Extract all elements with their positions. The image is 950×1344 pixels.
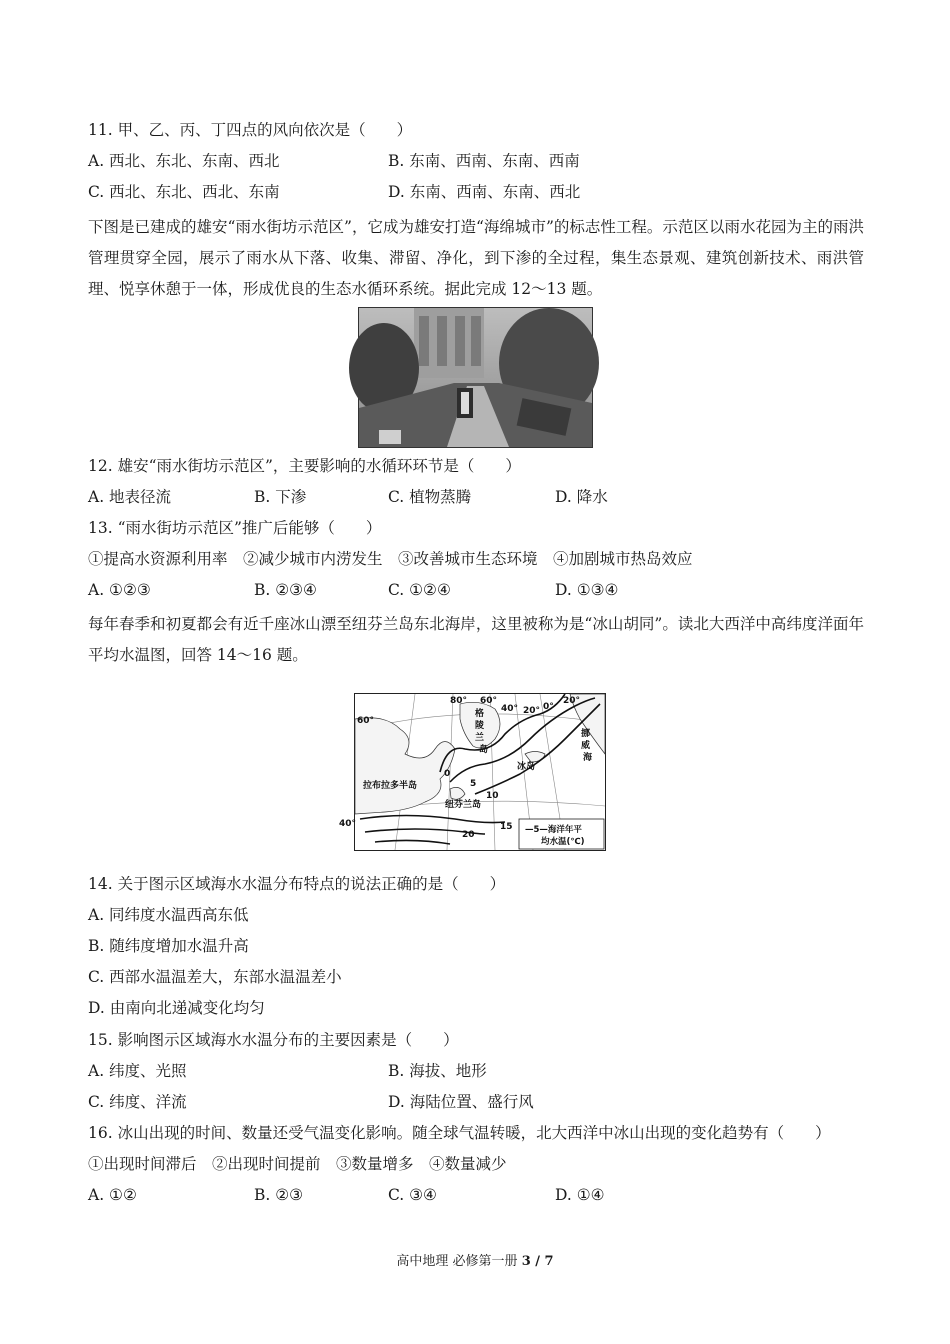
- q15-option-c: C. 纬度、洋流: [88, 1093, 187, 1111]
- q14-option-b: B. 随纬度增加水温升高: [88, 937, 249, 955]
- place-norway-1: 挪: [581, 729, 591, 739]
- q14-option-c: C. 西部水温温差大，东部水温温差小: [88, 968, 342, 986]
- map-legend-line-1: —5—海洋年平: [525, 825, 582, 835]
- footer-label: 高中地理 必修第一册: [396, 1254, 518, 1269]
- q11-option-c: C. 西北、东北、西北、东南: [88, 183, 280, 201]
- page-footer: [0, 1250, 950, 1269]
- q12-option-c: C. 植物蒸腾: [388, 488, 472, 506]
- isotherm-label-15: 15: [500, 822, 513, 832]
- q13-stem: 13. “雨水街坊示范区”推广后能够（ ）: [88, 519, 382, 537]
- q12-stem: 12. 雄安“雨水街坊示范区”，主要影响的水循环环节是（ ）: [88, 457, 521, 475]
- q16-option-a: A. ①②: [88, 1186, 137, 1204]
- rain-garden-photo: [358, 307, 593, 448]
- lon-label-60: 60°: [480, 696, 498, 706]
- q12-option-a: A. 地表径流: [88, 488, 172, 506]
- q15-option-b: B. 海拔、地形: [388, 1062, 487, 1080]
- isotherm-label-10: 10: [486, 791, 499, 801]
- q13-option-b: B. ②③④: [254, 581, 317, 599]
- q11-option-b: B. 东南、西南、东南、西南: [388, 152, 580, 170]
- north-atlantic-sst-map: [339, 693, 606, 851]
- q13-option-d: D. ①③④: [555, 581, 619, 599]
- lon-label-20e: 20°: [563, 696, 581, 706]
- isotherm-label-0: 0: [444, 769, 451, 779]
- q15-option-a: A. 纬度、光照: [88, 1062, 187, 1080]
- q13-option-c: C. ①②④: [388, 581, 451, 599]
- q14-stem: 14. 关于图示区域海水水温分布特点的说法正确的是（ ）: [88, 875, 506, 893]
- intro-paragraph-rain: 下图是已建成的雄安“雨水街坊示范区”，它成为雄安打造“海绵城市”的标志性工程。示范区以雨水花园为主的雨洪管理贯穿全园，展示了雨水从下落、收集、滞留、净化，到下渗的全过程，集生态景观、建筑创新技术、雨洪管理、悦享休憩于一体，形成优良的生态水循环系统。据此完成 12～13 题。: [88, 218, 864, 298]
- place-norway-2: 威: [581, 741, 591, 751]
- q14-option-a: A. 同纬度水温西高东低: [88, 906, 249, 924]
- lat-label-40: 40°: [339, 819, 357, 829]
- q15-option-d: D. 海陆位置、盛行风: [388, 1093, 534, 1111]
- place-newfoundland: 纽芬兰岛: [445, 800, 482, 810]
- place-greenland-4: 岛: [479, 745, 489, 755]
- q13-items: ①提高水资源利用率 ②减少城市内涝发生 ③改善城市生态环境 ④加剧城市热岛效应: [88, 550, 693, 568]
- sst-map-svg: [339, 694, 605, 850]
- place-greenland-1: 格: [475, 709, 485, 719]
- lon-label-20w: 20°: [523, 706, 541, 716]
- q13-option-a: A. ①②③: [88, 581, 151, 599]
- footer-page-number: 3 / 7: [521, 1254, 554, 1269]
- lon-label-80: 80°: [450, 696, 468, 706]
- q16-option-c: C. ③④: [388, 1186, 437, 1204]
- place-greenland-3: 兰: [475, 733, 485, 743]
- isotherm-label-5: 5: [470, 779, 477, 789]
- q14-option-d: D. 由南向北递减变化均匀: [88, 999, 265, 1017]
- q11-option-d: D. 东南、西南、东南、西北: [388, 183, 581, 201]
- q16-items: ①出现时间滞后 ②出现时间提前 ③数量增多 ④数量减少: [88, 1155, 507, 1173]
- q11-stem: 11. 甲、乙、丙、丁四点的风向依次是（ ）: [88, 121, 413, 139]
- lon-label-0: 0°: [543, 702, 554, 712]
- q16-option-b: B. ②③: [254, 1186, 304, 1204]
- q12-option-b: B. 下渗: [254, 488, 307, 506]
- intro-paragraph-iceberg: 每年春季和初夏都会有近千座冰山漂至纽芬兰岛东北海岸，这里被称为是“冰山胡同”。读北大西洋中高纬度洋面年平均水温图，回答 14～16 题。: [88, 615, 864, 664]
- q16-stem: 16. 冰山出现的时间、数量还受气温变化影响。随全球气温转暖，北大西洋中冰山出现的变化趋势有（ ）: [88, 1124, 831, 1142]
- place-greenland-2: 陵: [475, 721, 485, 731]
- q11-option-a: A. 西北、东北、东南、西北: [88, 152, 280, 170]
- lat-label-60: 60°: [357, 716, 375, 726]
- lon-label-40: 40°: [501, 704, 519, 714]
- place-norway-3: 海: [583, 753, 593, 763]
- map-legend-line-2: 均水温(℃): [541, 837, 585, 847]
- q16-option-d: D. ①④: [555, 1186, 605, 1204]
- q12-option-d: D. 降水: [555, 488, 608, 506]
- rain-garden-photo-image: [359, 308, 592, 447]
- place-iceland: 冰岛: [517, 762, 536, 772]
- place-labrador: 拉布拉多半岛: [363, 781, 418, 791]
- q15-stem: 15. 影响图示区域海水水温分布的主要因素是（ ）: [88, 1031, 459, 1049]
- isotherm-label-20: 20: [462, 830, 475, 840]
